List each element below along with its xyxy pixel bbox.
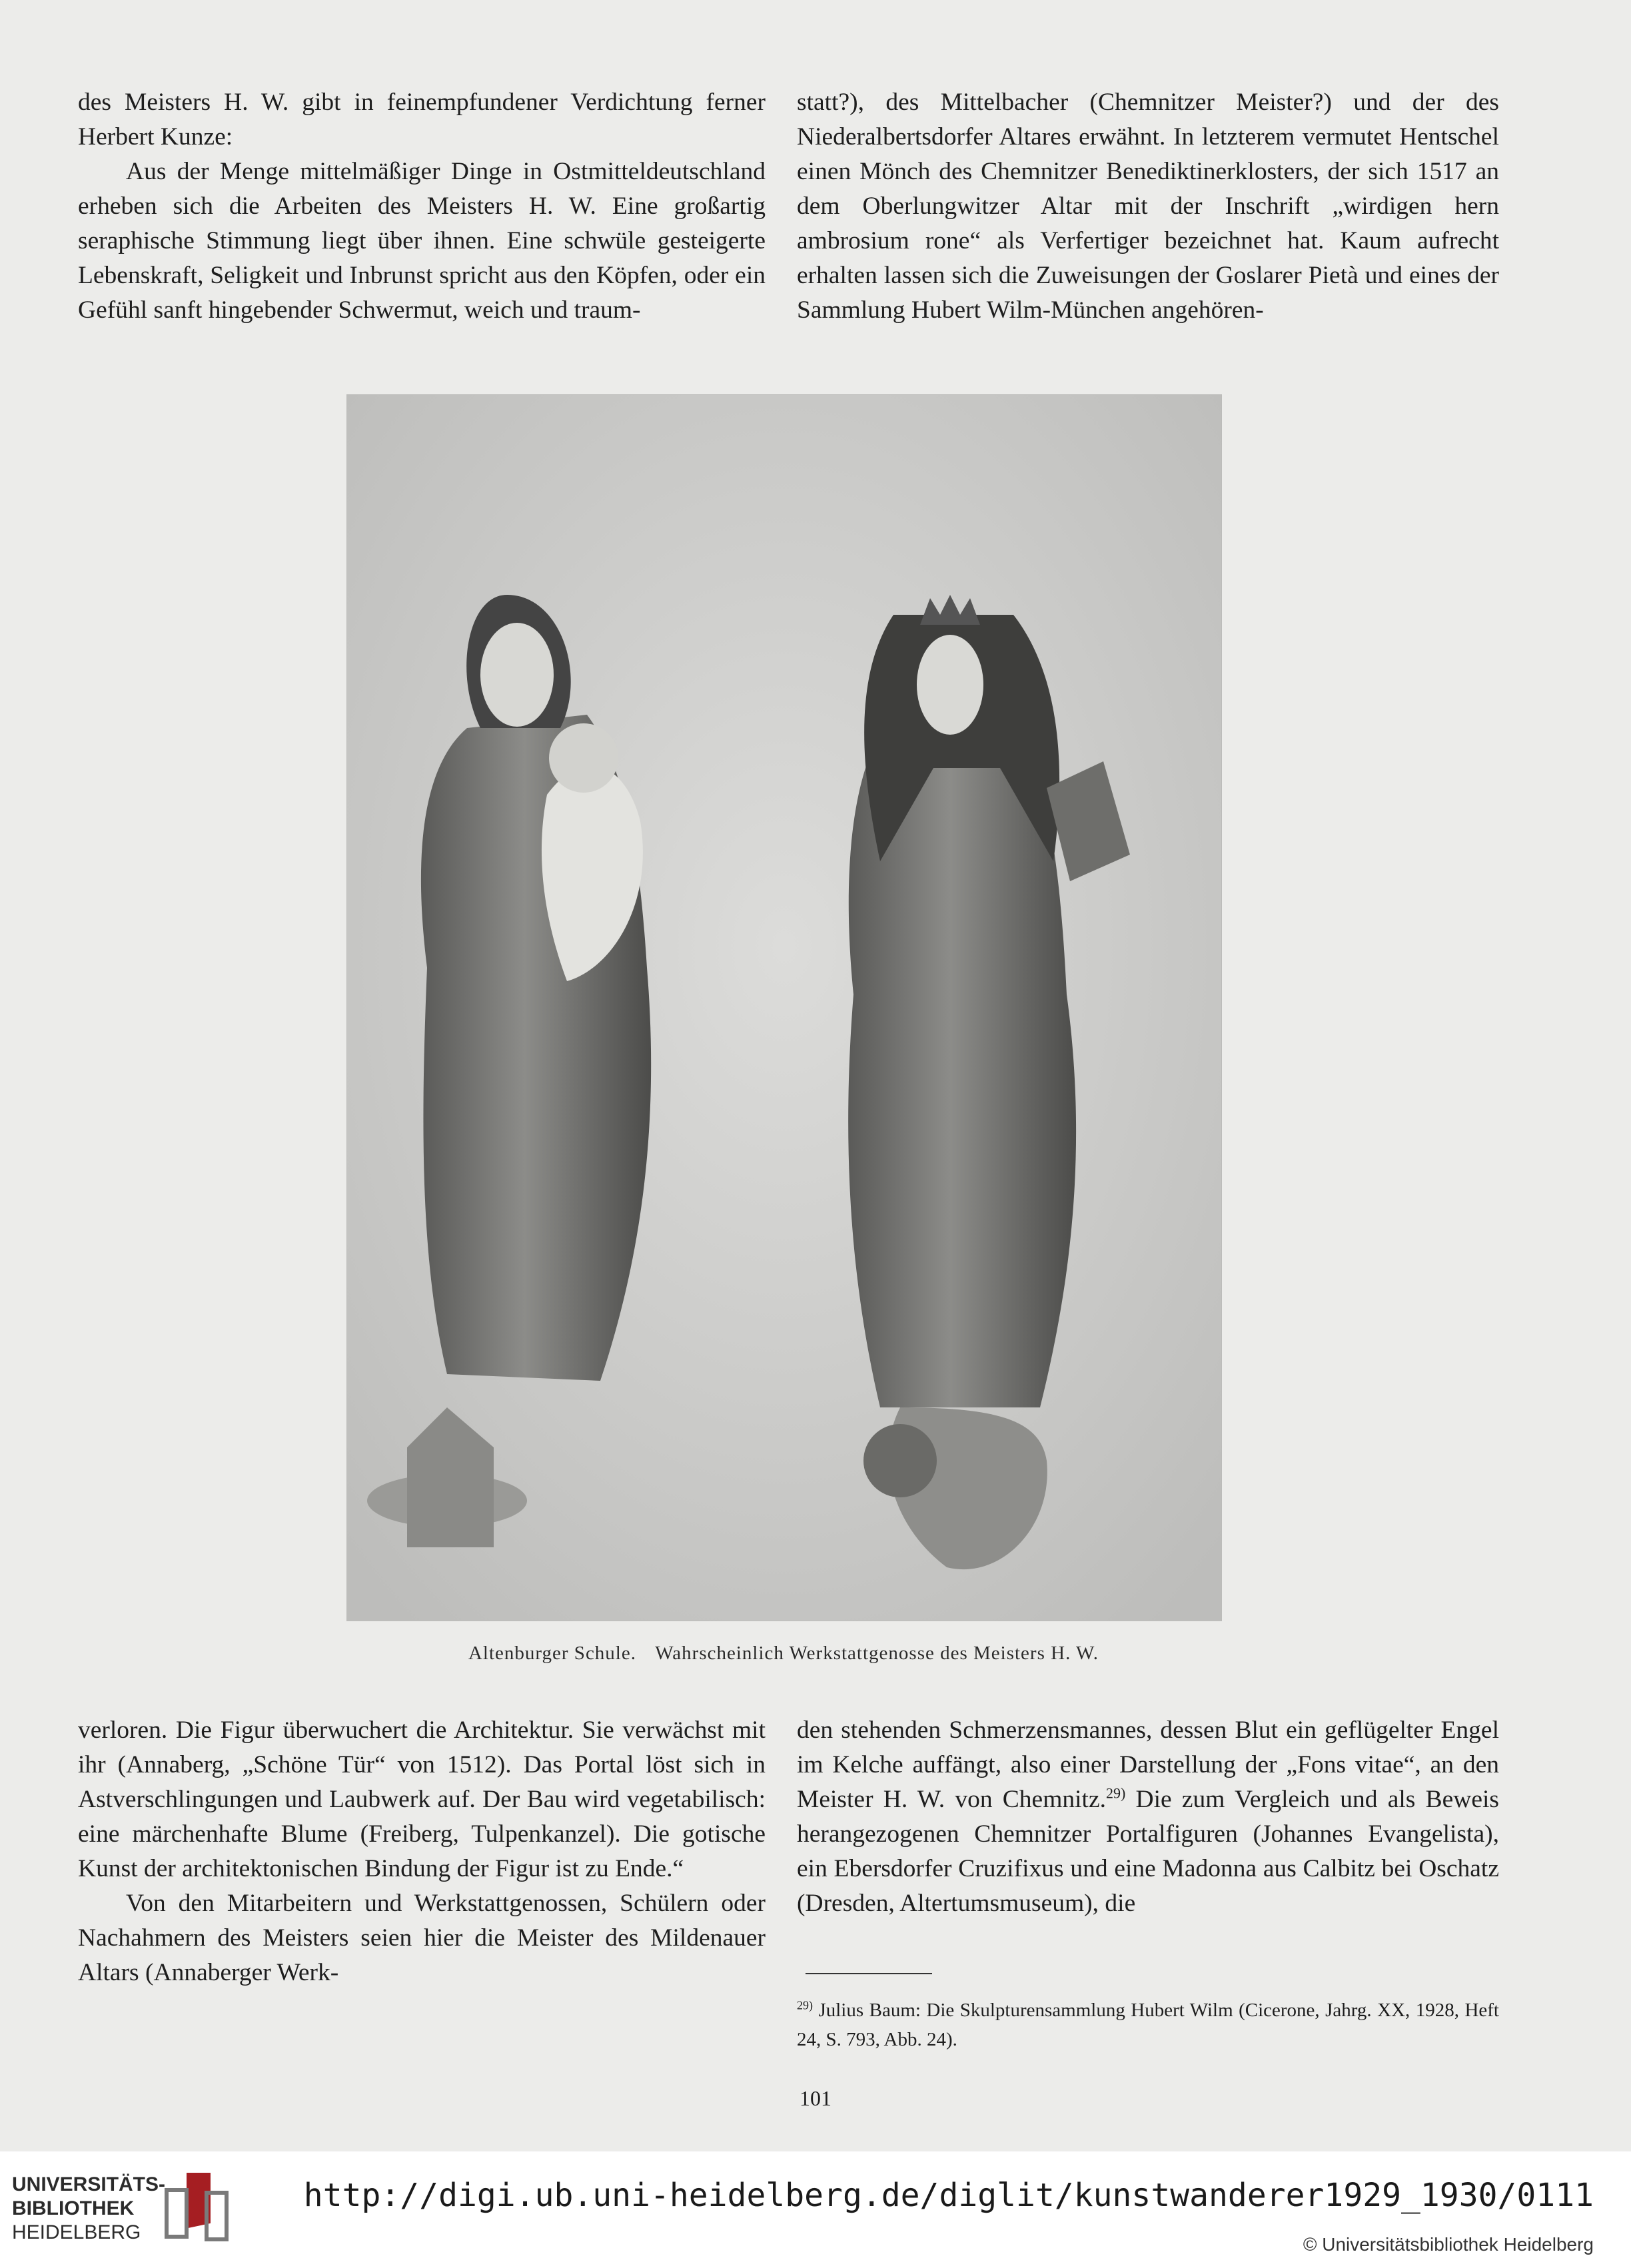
figure-caption <box>346 1643 1221 1665</box>
top-left-column <box>78 85 766 328</box>
logo-line: HEIDELBERG <box>12 2221 141 2243</box>
footnote <box>797 1996 1499 2054</box>
sculpture-photograph <box>346 394 1222 1621</box>
paragraph: statt?), des Mittelbacher (Chemnitzer Meister?) und der des Niederalbertsdorfer Altares erwähnt. In letzterem vermutet Hentschel einen Mönch des Chemnitzer Benediktinerklosters, der sich 1517 an dem Oberlungwitzer Altar mit der Inschrift „wirdigen hern ambrosium rone“ als Verfertiger bezeichnet hat. Kaum aufrecht erhalten lassen sich die Zuweisungen der Goslarer Pietà und eines der Sammlung Hubert Wilm-München angehören- <box>797 89 1499 324</box>
text-run: Die zum Vergleich und als Beweis herangezogenen Chemnitzer Portalfiguren (Johannes Evangelista), ein Ebersdorfer Cruzifixus und eine Madonna aus Calbitz bei Oschatz (Dresden, Altertumsmuseum), die <box>797 1786 1499 1917</box>
logo-line: UNIVERSITÄTS- <box>12 2173 166 2195</box>
text-run: den stehenden Schmerzensmannes, dessen Blut ein geflügelter Engel im Kelche auffängt, also einer Darstellung der „Fons vitae“, an den Meister H. W. von Chemnitz. <box>797 1716 1499 1813</box>
copyright-notice: © Universitätsbibliothek Heidelberg <box>1303 2234 1594 2255</box>
page-number: 101 <box>800 2086 831 2110</box>
paragraph: des Meisters H. W. gibt in feinempfundener Verdichtung ferner Herbert Kunze: <box>78 89 766 151</box>
paragraph: Aus der Menge mittelmäßiger Dinge in Ostmitteldeutschland erheben sich die Arbeiten des Meisters H. W. Eine großartig seraphische Stimmung liegt über ihnen. Eine schwüle gesteigerte Lebenskraft, Seligkeit und Inbrunst spricht aus den Köpfen, oder ein Gefühl sanft hingebender Schwermut, weich und traum- <box>78 158 766 324</box>
caption-left: Altenburger Schule. <box>468 1643 636 1664</box>
permalink-url[interactable]: http://digi.ub.uni-heidelberg.de/diglit/kunstwanderer1929_1930/0111 <box>303 2177 1594 2214</box>
footnote-divider <box>806 1973 932 1974</box>
library-logo-icon <box>160 2173 233 2246</box>
paragraph: verloren. Die Figur überwuchert die Architektur. Sie verwächst mit ihr (Annaberg, „Schöne Tür“ von 1512). Das Portal löst sich in Astverschlingungen und Laubwerk auf. Der Bau wird vegetabilisch: eine märchenhafte Blume (Freiberg, Tulpenkanzel). Die gotische Kunst der architektonischen Bindung der Figur ist zu Ende.“ <box>78 1716 766 1882</box>
footnote-text: Julius Baum: Die Skulpturensammlung Hubert Wilm (Cicerone, Jahrg. XX, 1928, Heft 24, S. 793, Abb. 24). <box>797 2000 1499 2050</box>
library-logo-text <box>12 2173 165 2245</box>
bottom-right-column <box>797 1713 1499 1921</box>
top-right-column <box>797 85 1499 328</box>
paragraph: Von den Mitarbeitern und Werkstattgenossen, Schülern oder Nachahmern des Meisters seien hier die Meister des Mildenauer Altars (Annaberger Werk- <box>78 1890 766 1986</box>
footnote-marker: 29) <box>797 1998 813 2012</box>
paragraph <box>797 1713 1499 1921</box>
caption-right: Wahrscheinlich Werkstattgenosse des Meisters H. W. <box>655 1643 1099 1664</box>
bottom-left-column <box>78 1713 766 1990</box>
footnote-reference: 29) <box>1105 1784 1126 1802</box>
logo-line: BIBLIOTHEK <box>12 2197 135 2219</box>
